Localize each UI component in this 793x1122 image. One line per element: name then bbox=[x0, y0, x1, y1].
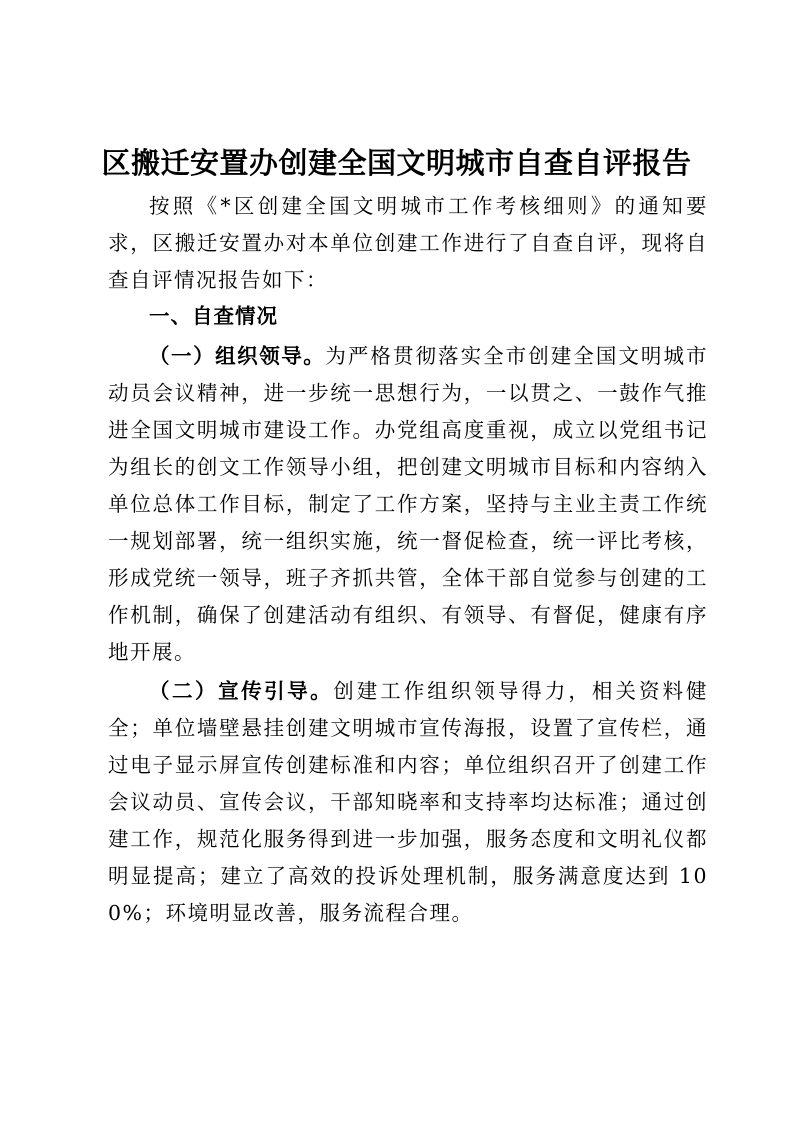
paragraph-publicity-guidance bbox=[108, 673, 708, 932]
paragraph-text-publicity: 创建工作组织领导得力，相关资料健全；单位墙壁悬挂创建文明城市宣传海报，设置了宣传栏，通过电子显示屏宣传创建标准和内容；单位组织召开了创建工作会议动员、宣传会议，干部知晓率和支持率均达标准；通过创建工作，规范化服务得到进一步加强，服务态度和文明礼仪都明显提高；建立了高效的投诉处理机制，服务满意度达到 100%；环境明显改善，服务流程合理。 bbox=[108, 679, 709, 925]
paragraph-lead-organization: （一）组织领导。 bbox=[149, 344, 326, 368]
paragraph-text-organization: 为严格贯彻落实全市创建全国文明城市动员会议精神，进一步统一思想行为，一以贯之、一鼓作气推进全国文明城市建设工作。办党组高度重视，成立以党组书记为组长的创文工作领导小组，把创建文明城市目标和内容纳入单位总体工作目标，制定了工作方案，坚持与主业主责工作统一规划部署，统一组织实施，统一督促检查，统一评比考核，形成党统一领导，班子齐抓共管，全体干部自觉参与创建的工作机制，确保了创建活动有组织、有领导、有督促，健康有序地开展。 bbox=[108, 344, 709, 664]
intro-paragraph: 按照《*区创建全国文明城市工作考核细则》的通知要求，区搬迁安置办对本单位创建工作进行了自查自评，现将自查自评情况报告如下： bbox=[108, 194, 708, 292]
document-title: 区搬迁安置办创建全国文明城市自查自评报告 bbox=[101, 146, 692, 180]
paragraph-organization-leadership bbox=[108, 338, 708, 671]
paragraph-lead-publicity: （二）宣传引导。 bbox=[149, 679, 334, 703]
section-heading-self-check: 一、自查情况 bbox=[149, 304, 278, 328]
